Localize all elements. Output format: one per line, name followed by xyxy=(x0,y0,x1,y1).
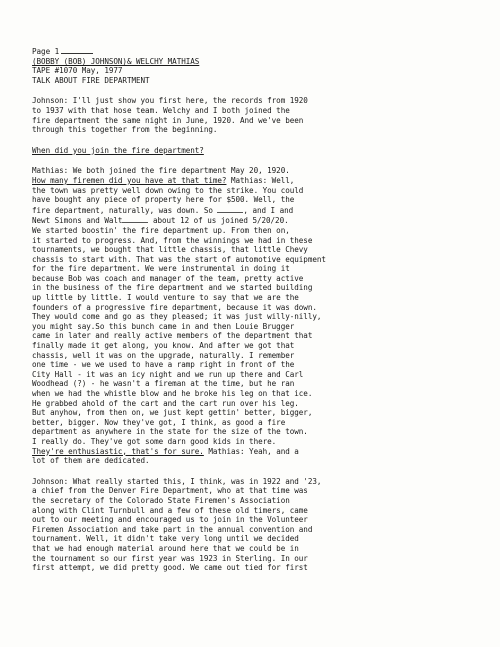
text-line: chassis, well it was on the upgrade, naturally. I remember xyxy=(32,350,295,360)
text-line: it started to progress. And, from the winnings we had in these xyxy=(32,235,313,245)
text-line: have bought any piece of property here for $500. Well, the xyxy=(32,195,295,205)
text-line: Mathias: We both joined the fire department May 20, 1920. xyxy=(32,166,290,176)
text-line: the secretary of the Colorado State Firemen's Association xyxy=(32,495,290,505)
interviewer-question: How many firemen did you have at that time? xyxy=(32,175,227,185)
text-line: Woodhead (?) - he wasn't a fireman at the time, but he ran xyxy=(32,379,295,389)
interviewer-question: When did you join the fire department? xyxy=(32,145,204,155)
text-line: tournament. Well, it didn't take very long until we decided xyxy=(32,534,299,544)
text-line: City Hall - it was an icy night and we run up there and Carl xyxy=(32,369,304,379)
text-line: you might say.So this bunch came in and then Louie Brugger xyxy=(32,321,295,331)
document-header xyxy=(32,46,480,85)
text-line: They would come and go as they pleased; it was just willy-nilly, xyxy=(32,312,322,322)
paragraph-mathias-1 xyxy=(32,166,480,465)
text-line: founders of a progressive fire department, because it was down. xyxy=(32,302,317,312)
text-line: How many firemen did you have at that time? Mathias: Well, xyxy=(32,175,295,185)
blank-line xyxy=(217,205,243,213)
text-line: the town was pretty well down owing to the strike. You could xyxy=(32,185,304,195)
interviewee-names: (BOBBY (BOB) JOHNSON)& WELCHY MATHIAS xyxy=(32,56,200,66)
interviewer-comment: They're enthusiastic, that's for sure. xyxy=(32,446,204,456)
text-line: tournaments, we bought that little chassis, that little Chevy xyxy=(32,245,308,255)
text-line: They're enthusiastic, that's for sure. Mathias: Yeah, and a xyxy=(32,446,299,456)
text-line: to 1937 with that hose team. Welchy and I both joined the xyxy=(32,105,290,115)
text-line: that we had enough material around here that we could be in xyxy=(32,543,299,553)
text-line: We started boostin' the fire department up. From then on, xyxy=(32,225,290,235)
text-line: finally made it get along, you know. And after we got that xyxy=(32,341,295,351)
text-line: first attempt, we did pretty good. We came out tied for first xyxy=(32,563,308,573)
text-line: better, bigger. Now they've got, I think, as good a fire xyxy=(32,417,286,427)
text-line: Newt Simons and Walt about 12 of us joined 5/20/20. xyxy=(32,216,289,226)
text-line: came in later and really active members of the department that xyxy=(32,331,313,341)
paragraph-johnson-2 xyxy=(32,477,480,573)
text-line: when we had the whistle blow and he broke his leg on that ice. xyxy=(32,389,313,398)
tape-info: TAPE #1070 May, 1977 xyxy=(32,66,123,76)
text-line: lot of them are dedicated. xyxy=(32,456,150,466)
text-line: Johnson: I'll just show you first here, the records from 1920 xyxy=(32,96,308,106)
text-line: for the fire department. We were instrumental in doing it xyxy=(32,264,290,274)
text-line: in the business of the fire department and we started building xyxy=(32,283,313,293)
text-line: Firemen Association and take part in the annual convention and xyxy=(32,524,313,534)
text-line: chassis to start with. That was the start of automotive equipment xyxy=(32,254,326,264)
text-line: because Bob was coach and manager of the team, pretty active xyxy=(32,273,304,283)
text-line: through this together from the beginning. xyxy=(32,125,218,135)
text-line: I really do. They've got some darn good kids in there. xyxy=(32,436,277,446)
text-line: along with Clint Turnbull and a few of these old timers, came xyxy=(32,505,308,515)
text-line: He grabbed ahold of the cart and the cart run over his leg. xyxy=(32,398,299,408)
question-join xyxy=(32,146,480,156)
text-line: fire department the same night in June, 1920. And we've been xyxy=(32,115,304,125)
text-line: But anyhow, from then on, we just kept gettin' better, bigger, xyxy=(32,408,313,418)
page-label: Page 1 xyxy=(32,46,480,57)
text-line: department as anywhere in the state for the size of the town. xyxy=(32,427,308,437)
text-line: a chief from the Denver Fire Department, who at that time was xyxy=(32,486,308,496)
text-line: one time - we we used to have a ramp right in front of the xyxy=(32,360,295,370)
paragraph-johnson-1 xyxy=(32,96,480,134)
text-line: fire department, naturally, was down. So , and I and xyxy=(32,205,294,215)
topic-title: TALK ABOUT FIRE DEPARTMENT xyxy=(32,75,150,85)
text-line: out to our meeting and encouraged us to join in the Volunteer xyxy=(32,515,308,525)
text-line: Johnson: What really started this, I think, was in 1922 and '23, xyxy=(32,476,322,486)
text-line: the tournament so our first year was 1923 in Sterling. In our xyxy=(32,553,308,563)
blank-line xyxy=(61,46,93,54)
text-line: up little by little. I would venture to say that we are the xyxy=(32,293,299,303)
blank-line xyxy=(122,215,148,223)
